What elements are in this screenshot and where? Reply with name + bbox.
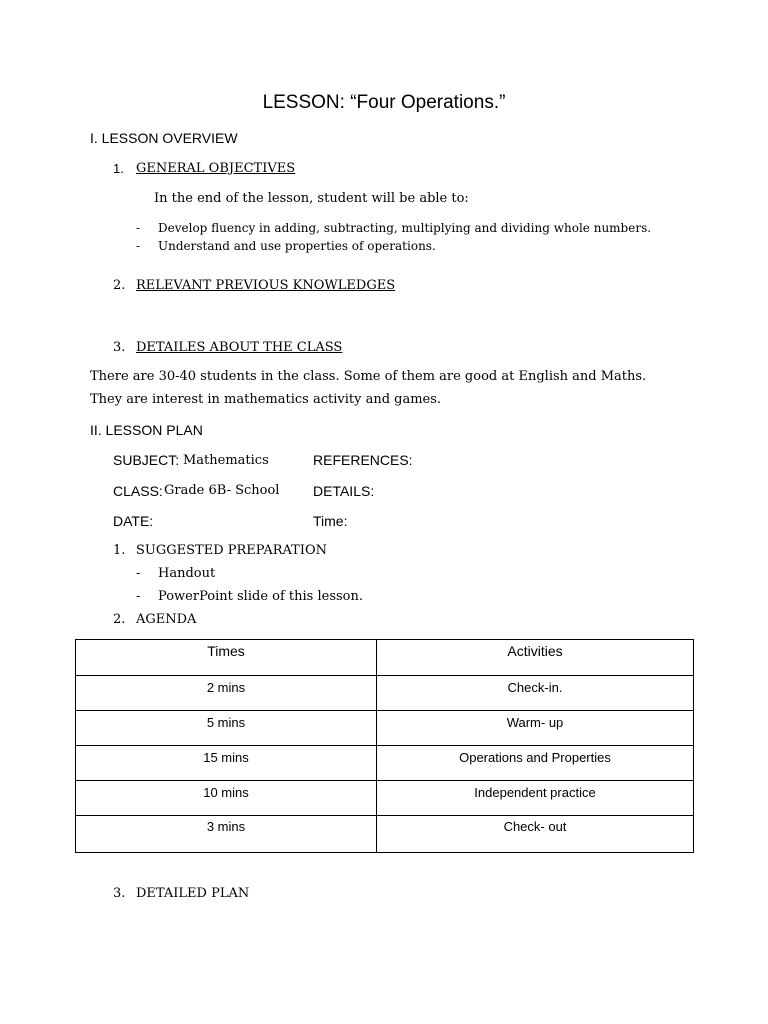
objectives-heading: GENERAL OBJECTIVES [136,161,296,176]
objective-bullet: - [136,239,141,253]
subject-label: SUBJECT: [113,452,180,468]
class-details-text: They are interest in mathematics activity and games. [90,392,442,407]
preparation-number: 1. [113,543,126,558]
activity-cell: Operations and Properties [377,746,694,781]
class-value: Grade 6B- School [164,483,280,498]
detailed-plan-heading: DETAILED PLAN [136,886,250,901]
agenda-number: 2. [113,612,126,627]
detailed-plan-number: 3. [113,886,126,901]
details-label: DETAILS: [313,483,375,499]
activity-cell: Warm- up [377,711,694,746]
class-details-heading: DETAILES ABOUT THE CLASS [136,340,343,355]
previous-heading: RELEVANT PREVIOUS KNOWLEDGES [136,278,396,293]
column-header-times: Times [76,640,377,676]
agenda-heading: AGENDA [136,612,197,627]
table-row [76,676,694,711]
time-cell: 2 mins [76,676,377,711]
preparation-heading: SUGGESTED PREPARATION [136,543,328,558]
objective-bullet: - [136,221,141,235]
preparation-bullet: - [136,566,141,581]
column-header-activities: Activities [377,640,694,676]
activity-cell: Check-in. [377,676,694,711]
preparation-item: PowerPoint slide of this lesson. [158,589,364,604]
objectives-intro: In the end of the lesson, student will be able to: [154,191,469,206]
time-cell: 3 mins [76,816,377,853]
objectives-number: 1. [113,161,124,176]
table-header-row [76,640,694,676]
activity-cell: Check- out [377,816,694,853]
preparation-bullet: - [136,589,141,604]
references-label: REFERENCES: [313,452,413,468]
class-details-number: 3. [113,340,126,355]
time-cell: 15 mins [76,746,377,781]
table-row [76,781,694,816]
time-cell: 5 mins [76,711,377,746]
page-title: LESSON: “Four Operations.” [262,92,506,113]
previous-number: 2. [113,278,126,293]
table-row [76,816,694,853]
section-heading-overview: I. LESSON OVERVIEW [90,130,238,146]
section-heading-plan: II. LESSON PLAN [90,422,203,438]
preparation-item: Handout [158,566,216,581]
activity-cell: Independent practice [377,781,694,816]
time-cell: 10 mins [76,781,377,816]
subject-value: Mathematics [183,453,269,468]
objective-item: Develop fluency in adding, subtracting, multiplying and dividing whole numbers. [158,221,652,235]
class-label: CLASS: [113,483,163,499]
class-details-text: There are 30-40 students in the class. Some of them are good at English and Maths. [90,369,647,384]
date-label: DATE: [113,513,154,529]
agenda-table [75,639,694,853]
table-row [76,746,694,781]
table-row [76,711,694,746]
objective-item: Understand and use properties of operations. [158,239,436,253]
time-label: Time: [313,513,348,529]
